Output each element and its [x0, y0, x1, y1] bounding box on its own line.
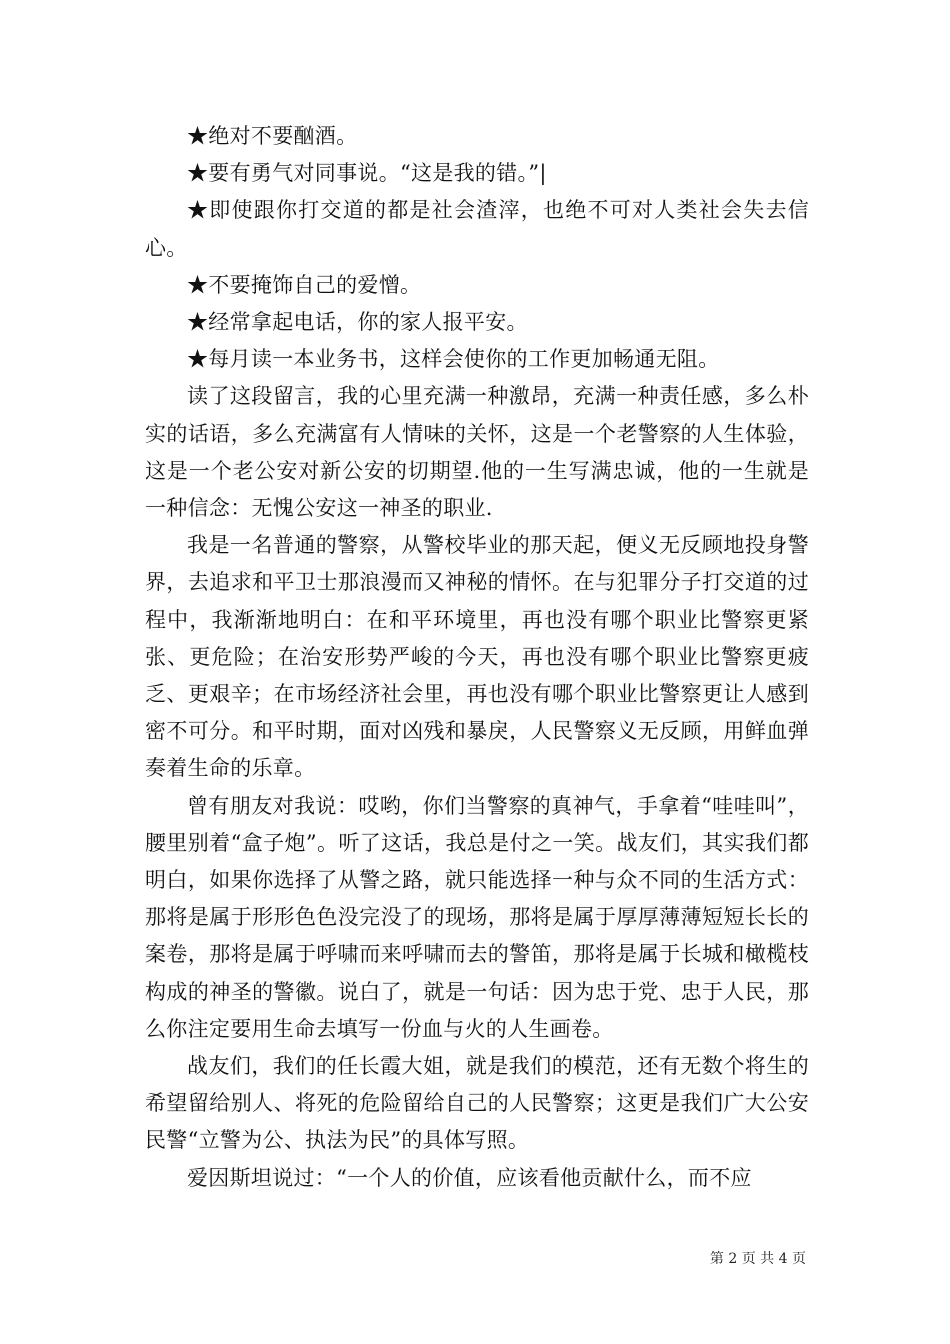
paragraph-5: ★经常拿起电话，你的家人报平安。 — [187, 310, 528, 335]
paragraph-1: ★绝对不要酗酒。 — [187, 124, 358, 148]
paragraph-8: 我是一名普通的警察，从警校毕业的那天起，便义无反顾地投身警界，去追求和平卫士那浪漫而又神秘的情怀。在与犯罪分子打交道的过程中，我渐渐地明白：在和平环境里，再也没有哪个职业比警察更紧张、更危险；在治安形势严峻的今天，再也没有哪个职业比警察更疲乏、更艰辛；在市场经济社会里，再也没有哪个职业比警察更让人感到密不可分。和平时期，面对凶残和暴戾，人民警察义无反顾，用鲜血弹奏着生命的乐章。 — [145, 533, 809, 781]
paragraph-2: ★要有勇气对同事说。“这是我的错。”| — [187, 161, 547, 186]
paragraph-6: ★每月读一本业务书，这样会使你的工作更加畅通无阻。 — [187, 347, 720, 372]
paragraph-10: 战友们，我们的任长霞大姐，就是我们的模范，还有无数个将生的希望留给别人、将死的危险留给自己的人民警察；这更是我们广大公安民警“立警为公、执法为民”的具体写照。 — [145, 1054, 809, 1153]
paragraph-11: 爱因斯坦说过：“一个人的价值，应该看他贡献什么，而不应 — [187, 1165, 752, 1190]
page-footer: 第 2 页 共 4 页 — [709, 1251, 806, 1267]
body-text — [145, 118, 809, 1197]
paragraph-4: ★不要掩饰自己的爱憎。 — [187, 272, 422, 297]
paragraph-7: 读了这段留言，我的心里充满一种激昂，充满一种责任感，多么朴实的话语，多么充满富有人情味的关怀，这是一个老警察的人生体验，这是一个老公安对新公安的切期望.他的一生写满忠诚，他的一生就是一种信念：无愧公安这一神圣的职业. — [145, 384, 809, 521]
paragraph-9: 曾有朋友对我说：哎哟，你们当警察的真神气，手拿着“哇哇叫”，腰里别着“盒子炮”。听了这话，我总是付之一笑。战友们，其实我们都明白，如果你选择了从警之路，就只能选择一种与众不同的生活方式：那将是属于形形色色没完没了的现场，那将是属于厚厚薄薄短短长长的案卷，那将是属于呼啸而来呼啸而去的警笛，那将是属于长城和橄榄枝构成的神圣的警徽。说白了，就是一句话：因为忠于党、忠于人民，那么你注定要用生命去填写一份血与火的人生画卷。 — [145, 793, 809, 1041]
paragraph-3: ★即使跟你打交道的都是社会渣滓，也绝不可对人类社会失去信心。 — [145, 198, 809, 260]
